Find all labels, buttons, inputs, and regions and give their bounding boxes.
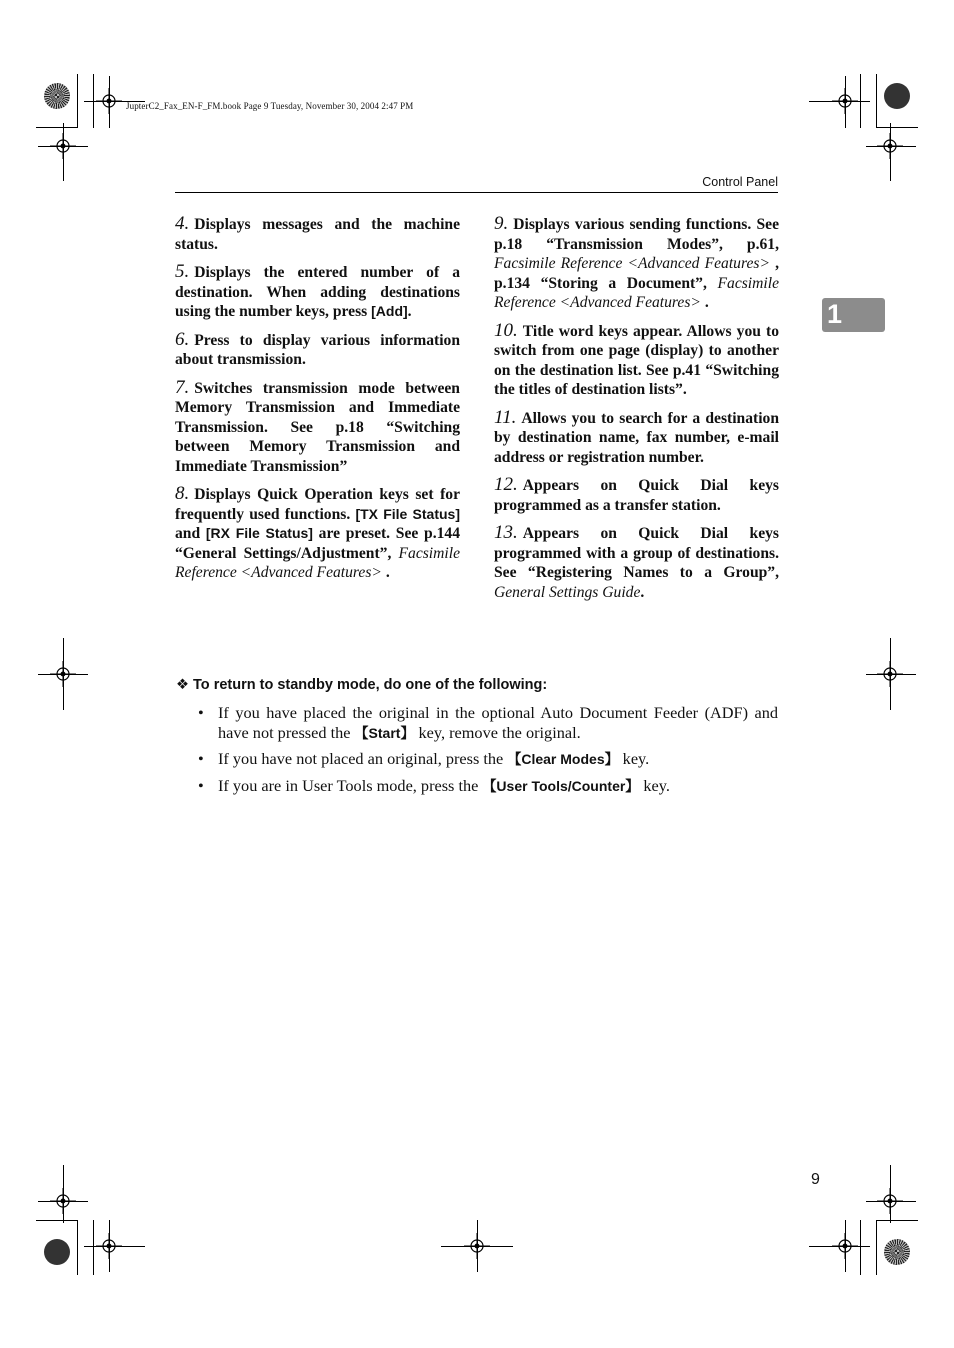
item-text: Displays Quick Operation keys set for frequently used functions. bbox=[175, 486, 460, 523]
numbered-item bbox=[175, 330, 460, 370]
item-number: 8. bbox=[175, 483, 190, 504]
crop-mark bbox=[36, 1220, 78, 1221]
item-number: 9. bbox=[494, 213, 509, 234]
item-text: Displays various sending functions. See p.18 “Transmission Modes”, p.61, bbox=[494, 216, 779, 253]
crop-mark bbox=[876, 127, 918, 128]
item-text: key, remove the original. bbox=[414, 722, 581, 742]
chapter-tab bbox=[822, 298, 885, 332]
right-column bbox=[494, 214, 779, 610]
key-name: 【Clear Modes】 bbox=[507, 751, 619, 767]
reference-title: Facsimile Reference <Advanced Features> bbox=[494, 274, 779, 311]
numbered-item bbox=[175, 378, 460, 477]
crop-mark bbox=[876, 74, 877, 128]
item-text: . bbox=[407, 303, 412, 320]
item-number: 7. bbox=[175, 376, 190, 398]
numbered-item bbox=[494, 523, 779, 602]
numbered-item bbox=[175, 214, 460, 254]
bullet-item bbox=[198, 749, 778, 770]
crop-mark bbox=[876, 1220, 877, 1275]
registration-target-icon bbox=[464, 1233, 490, 1259]
item-text: Switches transmission mode between Memory Transmission and Immediate Transmission. See p.18 “Switching between Memory Transmission and Immediate Transmission” bbox=[175, 379, 460, 475]
color-bar-disc-icon bbox=[44, 83, 70, 109]
registration-target-icon bbox=[877, 1188, 903, 1214]
item-number: 6. bbox=[175, 328, 190, 350]
crop-mark bbox=[36, 127, 78, 128]
item-text: Appears on Quick Dial keys programmed with a group of destinations. See “Registering Names to a Group”, bbox=[494, 525, 779, 581]
item-text: Title word keys appear. Allows you to switch from one page (display) to another on the destination list. See p.41 “Switching the titles of destination lists”. bbox=[494, 322, 779, 398]
reference-title: Facsimile Reference <Advanced Features> bbox=[175, 544, 460, 581]
diamond-icon: ❖ bbox=[176, 677, 189, 693]
numbered-item bbox=[175, 262, 460, 322]
crop-mark bbox=[93, 1220, 94, 1275]
numbered-item bbox=[494, 214, 779, 313]
item-text: Displays messages and the machine status. bbox=[175, 216, 460, 253]
item-number: 12. bbox=[494, 474, 518, 495]
item-text: . bbox=[381, 564, 390, 581]
bullet-list bbox=[198, 703, 778, 802]
bullet-icon: • bbox=[198, 775, 204, 795]
header-rule bbox=[175, 192, 778, 193]
numbered-item bbox=[494, 408, 779, 468]
color-bar-disc-icon bbox=[884, 83, 910, 109]
crop-mark bbox=[77, 74, 78, 128]
item-number: 5. bbox=[175, 261, 190, 282]
item-text: If you are in User Tools mode, press the bbox=[218, 775, 483, 795]
numbered-item bbox=[494, 475, 779, 515]
key-name: [TX File Status] bbox=[355, 505, 460, 522]
reference-title: General Settings Guide bbox=[494, 583, 641, 601]
color-bar-disc-icon bbox=[884, 1239, 910, 1265]
page-number: 9 bbox=[811, 1171, 820, 1188]
item-text: Appears on Quick Dial keys programmed as a transfer station. bbox=[494, 477, 779, 514]
crop-mark bbox=[860, 1220, 861, 1275]
registration-target-icon bbox=[832, 1233, 858, 1259]
item-text: . bbox=[700, 294, 709, 311]
item-text: If you have not placed an original, press the bbox=[218, 749, 508, 768]
item-text: and bbox=[175, 525, 206, 542]
crop-mark bbox=[77, 1220, 78, 1275]
key-name: 【Start】 bbox=[354, 724, 415, 741]
item-text: key. bbox=[639, 775, 670, 795]
left-column bbox=[175, 214, 460, 591]
bullet-icon: • bbox=[198, 749, 204, 768]
running-head: Control Panel bbox=[702, 175, 778, 189]
registration-target-icon bbox=[50, 661, 76, 687]
numbered-item bbox=[175, 484, 460, 583]
crop-mark bbox=[876, 1220, 918, 1221]
color-bar-disc-icon bbox=[44, 1239, 70, 1265]
registration-target-icon bbox=[96, 1233, 122, 1259]
bullet-item bbox=[198, 776, 778, 797]
key-name: [RX File Status] bbox=[205, 525, 313, 541]
registration-target-icon bbox=[50, 1188, 76, 1214]
numbered-item bbox=[494, 321, 779, 400]
registration-target-icon bbox=[832, 88, 858, 114]
registration-target-icon bbox=[96, 88, 122, 114]
item-text: If you have placed the original in the optional Auto Document Feeder (ADF) and have not pressed the bbox=[218, 703, 778, 742]
item-text: Displays the entered number of a destination. When adding destinations using the number keys, press bbox=[175, 264, 460, 320]
reference-title: Facsimile Reference <Advanced Features> bbox=[494, 255, 770, 272]
item-number: 13. bbox=[494, 522, 518, 543]
item-text: are preset. See p.144 “General Settings/Adjustment”, bbox=[175, 525, 460, 562]
chapter-number: 1 bbox=[827, 299, 843, 329]
registration-target-icon bbox=[877, 661, 903, 687]
file-info-slug: JupterC2_Fax_EN-F_FM.book Page 9 Tuesday, November 30, 2004 2:47 PM bbox=[126, 101, 414, 111]
key-name: 【User Tools/Counter】 bbox=[482, 777, 640, 794]
registration-target-icon bbox=[50, 133, 76, 159]
bullet-item bbox=[198, 703, 778, 743]
bullet-icon: • bbox=[198, 703, 204, 722]
item-number: 10. bbox=[494, 319, 518, 341]
item-text: , p.134 “Storing a Document”, bbox=[494, 255, 780, 292]
item-text: Allows you to search for a destination by destination name, fax number, e-mail address or registration number. bbox=[494, 409, 779, 466]
key-name: [Add] bbox=[371, 303, 408, 319]
item-text: key. bbox=[618, 749, 650, 768]
item-text: Press to display various information about transmission. bbox=[175, 331, 460, 368]
item-text: . bbox=[640, 583, 645, 601]
item-number: 11. bbox=[494, 406, 517, 428]
section-title: To return to standby mode, do one of the following: bbox=[193, 677, 548, 693]
item-number: 4. bbox=[175, 213, 190, 234]
section-heading bbox=[176, 677, 547, 693]
registration-target-icon bbox=[877, 133, 903, 159]
